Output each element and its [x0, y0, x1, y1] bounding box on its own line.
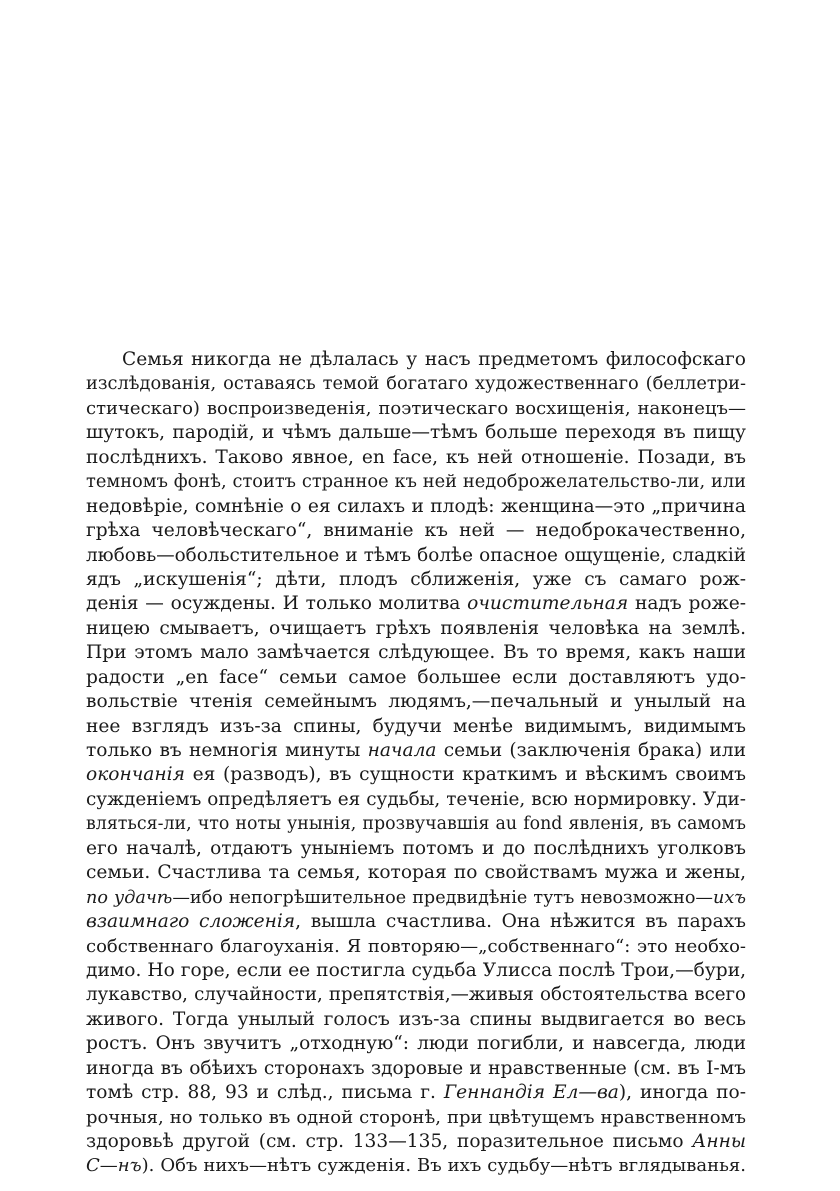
text-segment: ). Объ нихъ—нѣтъ сужденія. Въ ихъ судьбу—нѣтъ вглядыванья.	[141, 1155, 746, 1177]
text-line	[86, 666, 746, 690]
text-segment: денія — осуждены. И только молитва	[86, 593, 468, 615]
text-line	[86, 715, 746, 739]
text-line	[86, 568, 746, 592]
text-segment: томѣ стр. 88, 93 и слѣд., письма г.	[86, 1082, 444, 1104]
text-line	[86, 470, 746, 494]
text-segment: живого. Тогда унылый голосъ изъ-за спины выдвигается во весь	[86, 1008, 746, 1030]
text-line	[86, 739, 746, 763]
text-segment: нее взглядъ изъ-за спины, будучи менѣе видимымъ, видимымъ	[86, 715, 746, 737]
text-line	[86, 1081, 746, 1105]
text-line	[86, 1154, 746, 1178]
text-line	[86, 397, 746, 421]
text-segment: темномъ фонѣ, стоитъ странное къ ней недоброжелательство-ли, или	[86, 471, 746, 493]
text-line	[86, 690, 746, 714]
text-segment: ростъ. Онъ звучитъ „отходную“: люди погибли, и навсегда, люди	[86, 1033, 746, 1055]
text-segment: Семья никогда не дѣлалась у насъ предметомъ философскаго	[122, 349, 746, 370]
italic-text: С—нъ	[86, 1155, 142, 1177]
text-segment: грѣха человѣческаго“, вниманіе къ ней — недоброкачественно,	[86, 520, 746, 542]
body-paragraph	[86, 348, 746, 1179]
text-segment: вляться-ли, что ноты унынія, прозвучавшія au fond явленія, въ самомъ	[86, 814, 746, 835]
text-segment: ея (разводъ), въ сущности краткимъ и вѣскимъ своимъ	[184, 764, 746, 786]
text-line	[86, 592, 746, 616]
text-segment: семьи (заключенія брака) или	[436, 740, 747, 761]
italic-text: Геннандія Ел—ва	[443, 1082, 619, 1104]
italic-text: взаимнаго сложенія	[86, 911, 296, 933]
text-line	[86, 641, 746, 665]
text-segment: При этомъ мало замѣчается слѣдующее. Въ то время, какъ наши	[86, 642, 746, 664]
text-segment: надъ роже-	[628, 593, 746, 615]
text-line	[86, 544, 746, 568]
text-line	[86, 886, 746, 910]
text-segment: рочныя, но только въ одной сторонѣ, при цвѣтущемъ нравственномъ	[86, 1106, 746, 1128]
text-segment: послѣднихъ. Таково явное, en face, къ ней отношеніе. Позади, въ	[86, 446, 746, 468]
text-line	[86, 1057, 746, 1081]
text-segment: димо. Но горе, если ее постигла судьба Улисса послѣ Трои,—бури,	[86, 959, 746, 981]
italic-text: окончанія	[86, 764, 185, 786]
text-segment: собственнаго благоуханія. Я повторяю—„собственнаго“: это необхо-	[86, 935, 746, 957]
text-line	[86, 421, 746, 445]
text-line	[86, 1032, 746, 1056]
text-line	[86, 812, 746, 836]
text-segment: шутокъ, пародій, и чѣмъ дальше—тѣмъ больше переходя въ пищу	[86, 422, 746, 444]
text-segment: семьи. Счастлива та семья, которая по свойствамъ мужа и жены,	[86, 862, 746, 884]
text-line	[86, 935, 746, 959]
text-segment: иногда въ обѣихъ сторонахъ здоровые и нравственные (см. въ I-мъ	[86, 1057, 746, 1079]
text-segment: ядъ „искушенія“; дѣти, плодъ сближенія, уже съ самаго рож-	[86, 568, 746, 590]
text-line	[86, 910, 746, 934]
text-segment: —ибо непогрѣшительное предвидѣніе тутъ невозможно—	[172, 887, 714, 908]
text-line	[86, 763, 746, 787]
text-segment: , вышла счастлива. Она нѣжится въ парахъ	[295, 911, 746, 933]
text-segment: радости „en face“ семьи самое большее если доставляютъ удо-	[86, 666, 746, 688]
italic-text: очистительная	[467, 593, 629, 615]
italic-text: Анны	[692, 1131, 746, 1152]
text-segment: недовѣріе, сомнѣніе о ея силахъ и плодѣ: женщина—это „причина	[86, 495, 746, 517]
text-segment: лукавство, случайности, препятствія,—живыя обстоятельства всего	[86, 984, 746, 1006]
text-line	[86, 519, 746, 543]
text-line	[86, 495, 746, 519]
text-line	[86, 837, 746, 861]
text-line	[86, 446, 746, 470]
text-line	[86, 1106, 746, 1130]
text-line	[86, 1008, 746, 1032]
text-line	[86, 861, 746, 885]
text-segment: ), иногда по-	[618, 1082, 746, 1104]
text-line	[86, 372, 746, 396]
text-segment: изслѣдованія, оставаясь темой богатаго художественнаго (беллетри-	[86, 373, 746, 395]
text-line	[86, 1130, 746, 1154]
text-line	[86, 617, 746, 641]
text-segment: стическаго) воспроизведенія, поэтическаго восхищенія, наконецъ—	[86, 397, 746, 419]
text-segment: любовь—обольстительное и тѣмъ болѣе опасное ощущеніе, сладкій	[86, 544, 746, 566]
text-line	[86, 983, 746, 1007]
italic-text: начала	[367, 740, 437, 761]
text-segment: сужденіемъ опредѣляетъ ея судьбы, теченіе, всю нормировку. Уди-	[86, 788, 746, 810]
text-segment: его началѣ, отдаютъ уныніемъ потомъ и до послѣднихъ уголковъ	[86, 837, 746, 859]
text-segment: здоровьѣ другой (см. стр. 133—135, поразительное письмо	[86, 1131, 693, 1152]
text-line	[86, 959, 746, 983]
italic-text: по удачѣ	[86, 887, 173, 908]
text-line	[86, 348, 746, 372]
italic-text: ихъ	[713, 887, 746, 908]
text-line	[86, 788, 746, 812]
text-segment: только въ немногія минуты	[86, 740, 368, 761]
text-segment: ницею смываетъ, очищаетъ грѣхъ появленія человѣка на землѣ.	[86, 617, 746, 639]
text-segment: вольствіе чтенія семейнымъ людямъ,—печальный и унылый на	[86, 691, 746, 713]
